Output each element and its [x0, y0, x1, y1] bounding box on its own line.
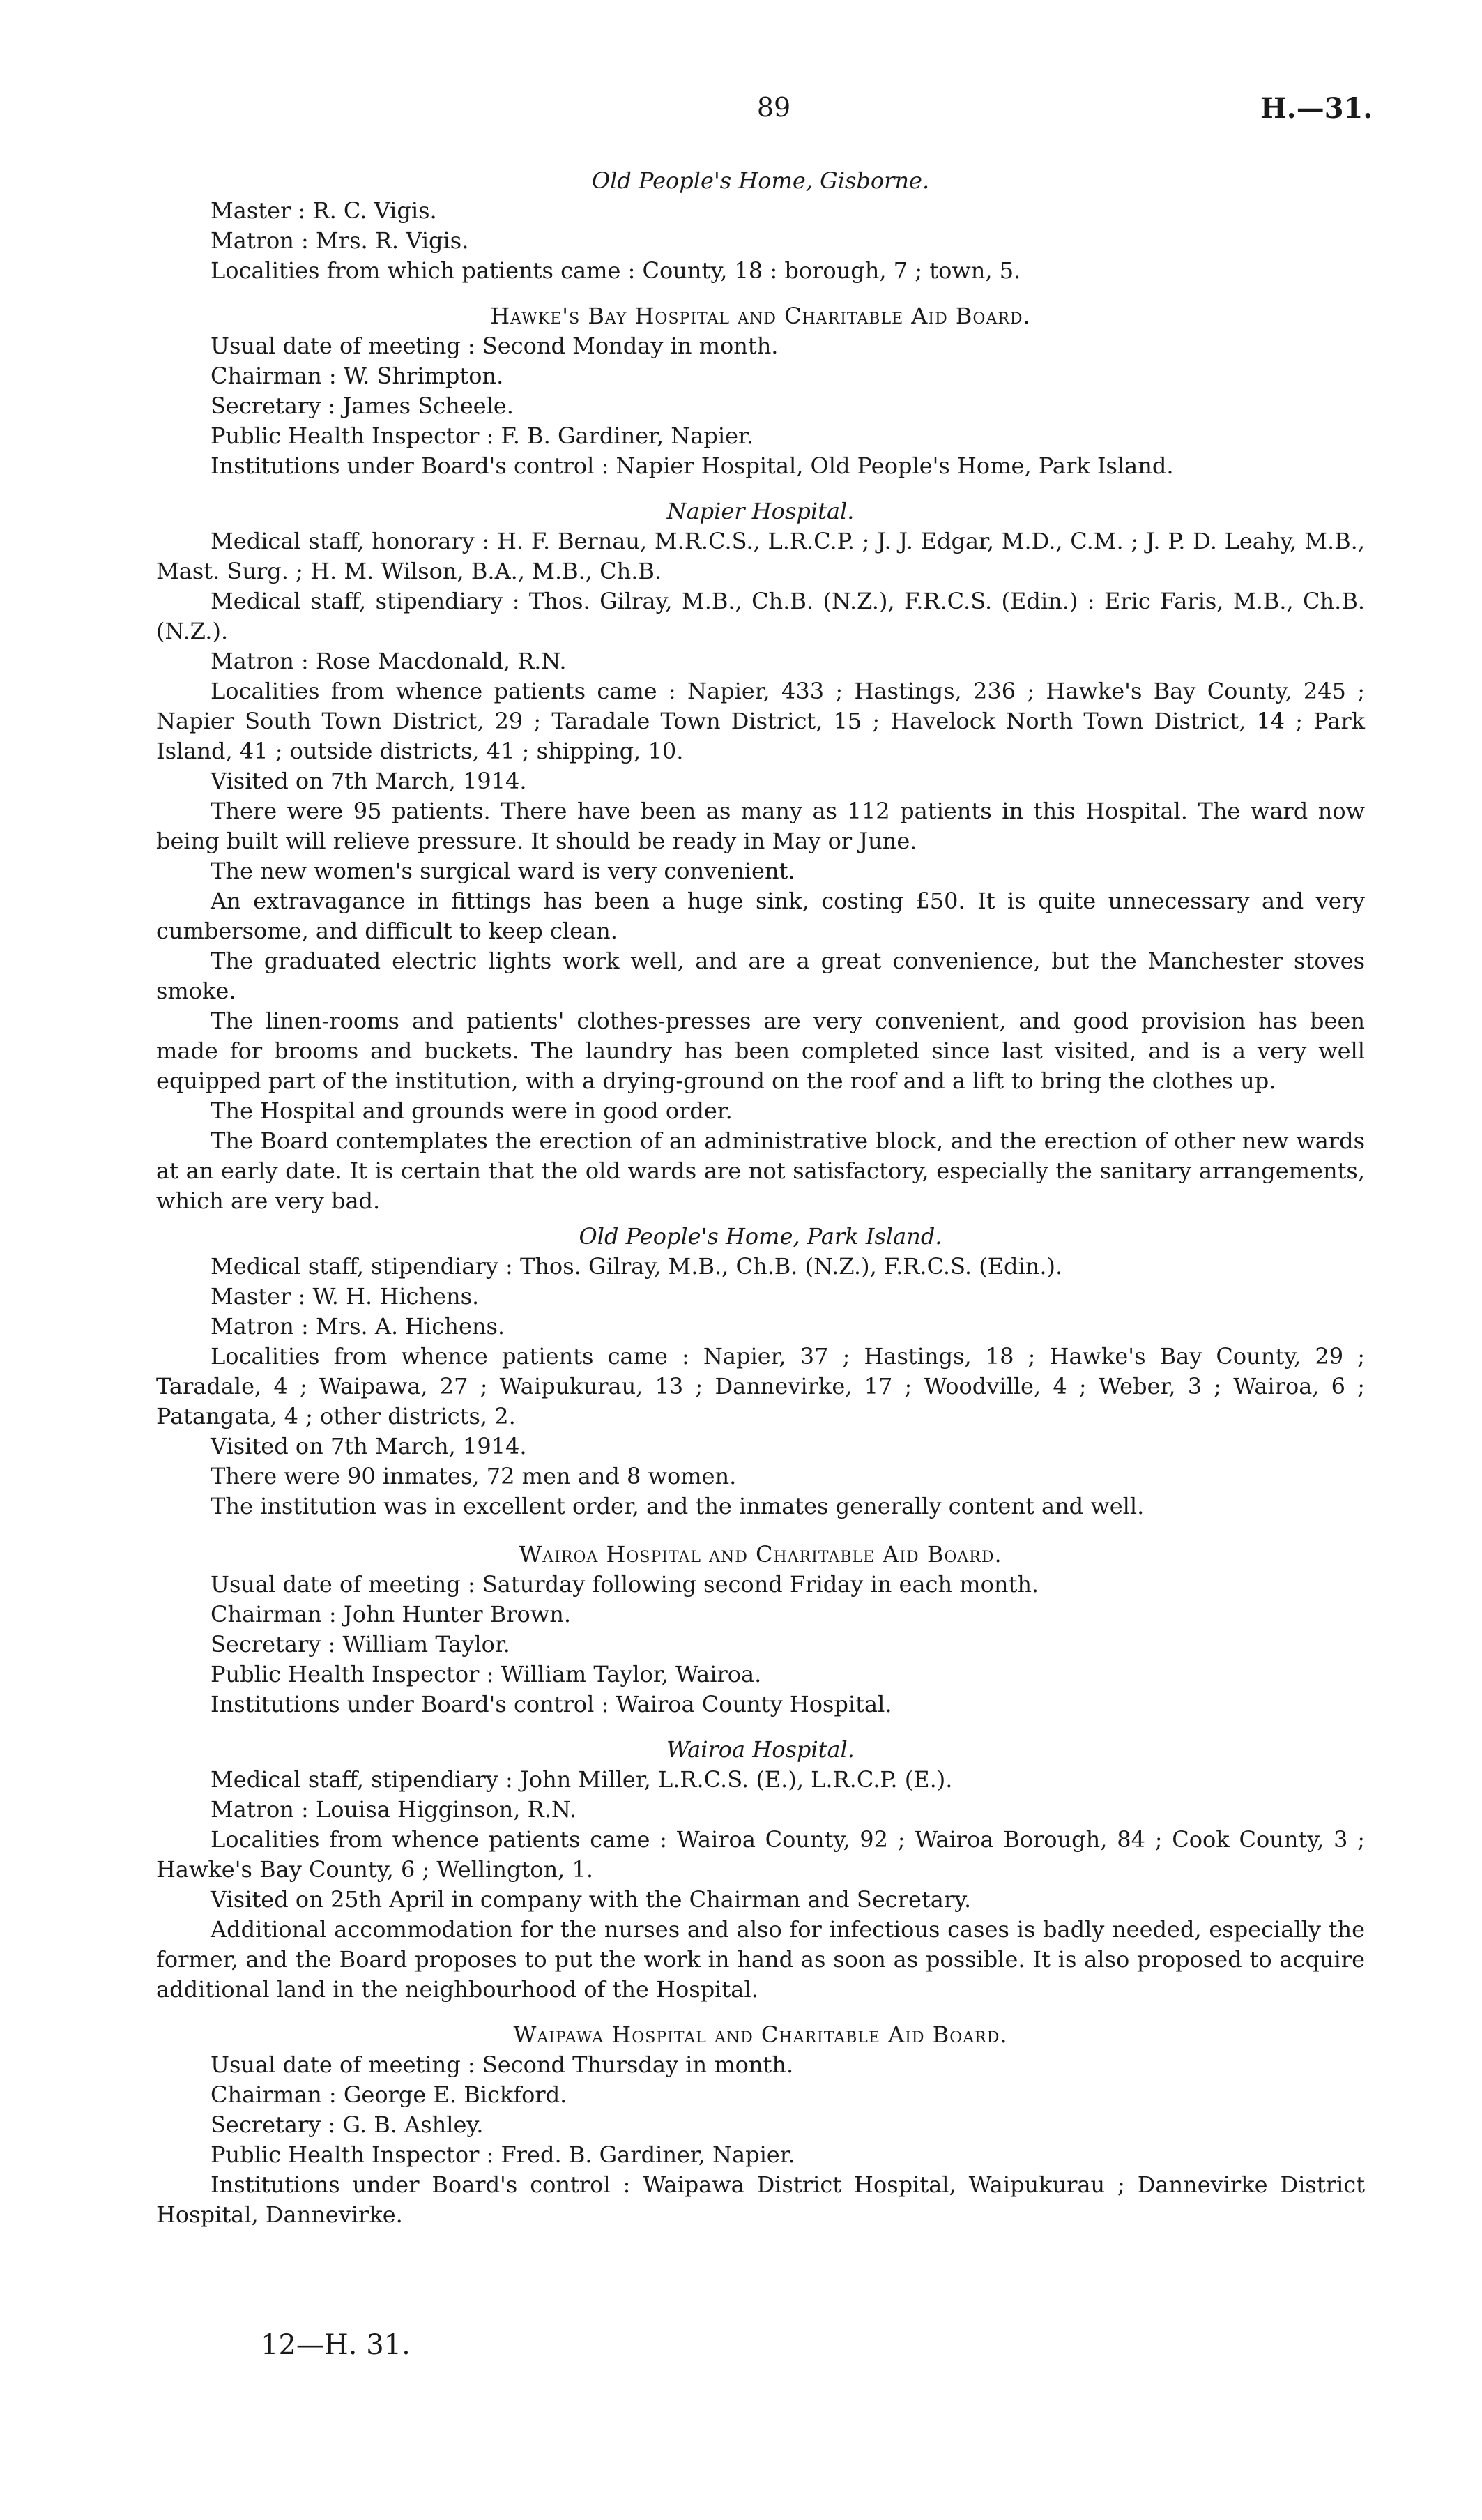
paragraph: The Board contemplates the erection of an administrative block, and the erection of other new wards at an early date. It is certain that the old wards are not satisfactory, especially the sanitary arrangements, which are very bad.: [156, 1128, 1365, 1214]
paragraph: There were 95 patients. There have been as many as 112 patients in this Hospital. The ward now being built will relieve pressure. It should be ready in May or June.: [156, 798, 1365, 854]
page-body: [156, 166, 1365, 2230]
text-line: Localities from which patients came : County, 18 : borough, 7 ; town, 5.: [211, 257, 1021, 284]
paragraph: Matron : Louisa Higginson, R.N.: [211, 1796, 577, 1823]
text-line: Secretary : William Taylor.: [211, 1631, 510, 1657]
paragraph: The new women's surgical ward is very convenient.: [211, 858, 795, 884]
paragraph: Visited on 25th April in company with the Chairman and Secretary.: [211, 1886, 972, 1913]
paragraph: Medical staff, stipendiary : John Miller, L.R.C.S. (E.), L.R.C.P. (E.).: [211, 1766, 953, 1793]
paragraph: The Hospital and grounds were in good order.: [211, 1098, 733, 1124]
paragraph: Additional accommodation for the nurses and also for infectious cases is badly needed, especially the former, and the Board proposes to put the work in hand as soon as possible. It is also proposed to acquire additional land in the neighbourhood of the Hospital.: [156, 1916, 1365, 2003]
paragraph: The graduated electric lights work well, and are a great convenience, but the Manchester stoves smoke.: [156, 948, 1365, 1004]
paragraph: Medical staff, stipendiary : Thos. Gilray, M.B., Ch.B. (N.Z.), F.R.C.S. (Edin.).: [211, 1253, 1063, 1280]
text-line: Secretary : G. B. Ashley.: [211, 2111, 484, 2138]
paragraph: There were 90 inmates, 72 men and 8 women.: [211, 1463, 737, 1489]
paragraph: Medical staff, honorary : H. F. Bernau, M.R.C.S., L.R.C.P. ; J. J. Edgar, M.D., C.M. ; J. P. D. Leahy, M.B., Mast. Surg. ; H. M. Wilson, B.A., M.B., Ch.B.: [156, 528, 1365, 584]
section-title-hawkes-bay-board: Hawke's Bay Hospital and Charitable Aid Board.: [490, 303, 1031, 329]
section-title-waipawa-board: Waipawa Hospital and Charitable Aid Board.: [513, 2021, 1008, 2048]
paragraph: Localities from whence patients came : Napier, 37 ; Hastings, 18 ; Hawke's Bay County, 29 ; Taradale, 4 ; Waipawa, 27 ; Waipukurau, 13 ; Dannevirke, 17 ; Woodville, 4 ; Weber, 3 ; Wairoa, 6 ; Patangata, 4 ; other districts, 2.: [156, 1343, 1365, 1429]
text-line: Chairman : George E. Bickford.: [211, 2081, 567, 2108]
paragraph: Medical staff, stipendiary : Thos. Gilray, M.B., Ch.B. (N.Z.), F.R.C.S. (Edin.) : Eric Faris, M.B., Ch.B. (N.Z.).: [156, 588, 1365, 644]
text-line: Chairman : W. Shrimpton.: [211, 363, 504, 389]
paragraph: Matron : Mrs. A. Hichens.: [211, 1313, 505, 1339]
paragraph: The institution was in excellent order, and the inmates generally content and well.: [211, 1493, 1145, 1519]
text-line: Chairman : John Hunter Brown.: [211, 1601, 571, 1627]
text-line: Master : R. C. Vigis.: [211, 197, 437, 224]
text-line: Usual date of meeting : Saturday following second Friday in each month.: [211, 1571, 1039, 1597]
paragraph: An extravagance in fittings has been a huge sink, costing £50. It is quite unnecessary and very cumbersome, and difficult to keep clean.: [156, 888, 1365, 944]
paragraph: Localities from whence patients came : Napier, 433 ; Hastings, 236 ; Hawke's Bay County, 245 ; Napier South Town District, 29 ; Taradale Town District, 15 ; Havelock North Town District, 14 ; Park Island, 41 ; outside districts, 41 ; shipping, 10.: [156, 678, 1365, 764]
text-line: Institutions under Board's control : Wairoa County Hospital.: [211, 1691, 892, 1717]
text-line: Public Health Inspector : William Taylor, Wairoa.: [211, 1661, 762, 1687]
paragraph: Institutions under Board's control : Waipawa District Hospital, Waipukurau ; Dannevirke District Hospital, Dannevirke.: [156, 2171, 1365, 2228]
text-line: Public Health Inspector : Fred. B. Gardiner, Napier.: [211, 2141, 795, 2168]
footer-signature: 12—H. 31.: [261, 2329, 411, 2361]
paragraph: Localities from whence patients came : Wairoa County, 92 ; Wairoa Borough, 84 ; Cook County, 3 ; Hawke's Bay County, 6 ; Wellington, 1.: [156, 1826, 1365, 1883]
paragraph: Master : W. H. Hichens.: [211, 1283, 480, 1310]
section-title-park-island-home: Old People's Home, Park Island.: [579, 1223, 942, 1250]
section-title-gisborne-home: Old People's Home, Gisborne.: [591, 167, 930, 194]
document-reference: H.—31.: [1260, 92, 1373, 125]
text-line: Usual date of meeting : Second Monday in month.: [211, 333, 779, 359]
paragraph: Visited on 7th March, 1914.: [211, 768, 527, 794]
section-title-wairoa-hospital: Wairoa Hospital.: [666, 1736, 855, 1763]
paragraph: Matron : Rose Macdonald, R.N.: [211, 648, 567, 674]
page-number: 89: [756, 92, 791, 123]
paragraph: Visited on 7th March, 1914.: [211, 1433, 527, 1459]
text-line: Matron : Mrs. R. Vigis.: [211, 227, 469, 254]
text-line: Usual date of meeting : Second Thursday in month.: [211, 2051, 794, 2078]
section-title-wairoa-board: Wairoa Hospital and Charitable Aid Board.: [519, 1541, 1002, 1568]
text-line: Institutions under Board's control : Napier Hospital, Old People's Home, Park Island.: [211, 453, 1174, 479]
text-line: Public Health Inspector : F. B. Gardiner, Napier.: [211, 423, 754, 449]
paragraph: The linen-rooms and patients' clothes-presses are very convenient, and good provision has been made for brooms and buckets. The laundry has been completed since last visited, and is a very well equipped part of the institution, with a drying-ground on the roof and a lift to bring the clothes up.: [156, 1008, 1365, 1094]
text-line: Secretary : James Scheele.: [211, 393, 514, 419]
section-title-napier-hospital: Napier Hospital.: [666, 498, 855, 524]
